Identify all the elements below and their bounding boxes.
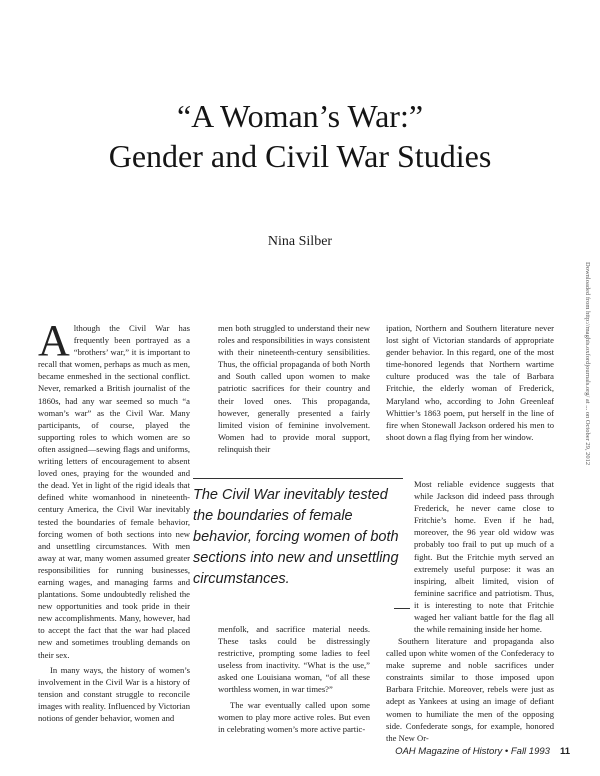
col2-paragraph-top: men both struggled to understand their new roles and responsibilities in ways consistent with their nineteenth-century sensibilities. Thus, the official propaganda of both North and South called upon women to make patriotic sacrifices for their country and their loved ones. This propaganda, however, generally presented a fairly limited vision of feminine involvement. Women had to provide moral support, relinquish their — [218, 323, 370, 454]
column-1 — [38, 316, 190, 727]
column-2-top — [218, 322, 370, 458]
col3-paragraph-2: Southern literature and propaganda also called upon white women of the Confederacy to make supreme and noble sacrifices under constraints similar to those imposed upon Barbara Fritchie. Moreover, rebels were just as adept as Yankees at using an image of defiant women to humiliate the men of the opposing side. Confederate songs, for example, honored the New Or- — [386, 636, 554, 743]
footer-magazine: OAH Magazine of History • Fall 1993 — [395, 746, 550, 757]
col1-paragraph-1 — [38, 316, 190, 661]
column-3-top — [386, 322, 554, 446]
title-line-1: “A Woman’s War:” — [176, 98, 424, 134]
col2-paragraph-bottom-1: menfolk, and sacrifice material needs. These tasks could be distressingly restrictive, prompting some ladies to feel useless from inactivity. “What is the use,” asked one Louisiana woman, “of all these worthless women, in war times?” — [218, 624, 370, 695]
col1-paragraph-2: In many ways, the history of women’s involvement in the Civil War is a history of tension and constant struggle to reconcile images with reality. Influenced by Victorian notions of gender behavior, women and — [38, 664, 190, 723]
drop-cap: A — [38, 316, 70, 365]
page-footer — [370, 746, 570, 757]
author-byline: Nina Silber — [267, 234, 333, 249]
article-title — [0, 96, 600, 176]
pull-quote-rule — [394, 608, 410, 609]
footer-page-number: 11 — [559, 746, 570, 757]
column-3-bottom — [386, 635, 554, 747]
pull-quote: The Civil War inevitably tested the boundaries of female behavior, forcing women of both sections into new and unsettling circumstances. — [193, 478, 403, 590]
download-watermark: Downloaded from http://maghis.oxfordjournals.org/ at ... on October 29, 2012 — [584, 262, 591, 466]
column-3-middle — [414, 478, 554, 638]
col1-p1-lead: lthough the Civil War has frequently been portrayed as a “brothers’ war,” it is important to recall that women, perhaps as much as men, became enmeshed in the sectional conflict. Never, remarked a British journalist of the 1860s, had any war seemed so much “a woman’s war” as the Civil War. Many participants, of course, played the supporting roles to which women are so often assigned—sewing flags and uniforms, writing letters of encouragement to absent loved ones, praying for the wounded and the dead. — [38, 323, 190, 491]
title-line-2: Gender and Civil War Studies — [108, 138, 492, 174]
col1-p1-rest: Yet in light of the rigid ideals that defined white womanhood in nineteenth-century America, the Civil War inevitably tested the boundaries of female behavior, forcing women of both sections into new and unsettling circumstances. With men away at war, many women assumed greater responsibilities for running businesses, earning wages, and managing farms and plantations. Some undoubtedly relished the new opportunities and took pride in their new accomplishments. Many, however, had to accept the fact that the war had placed new and sometimes troubling demands on their sex. — [38, 480, 190, 660]
column-2-bottom — [218, 623, 370, 738]
col2-paragraph-bottom-2: The war eventually called upon some women to play more active roles. But even in celebrating women’s more active partic- — [218, 699, 370, 734]
col3-paragraph-1b: Most reliable evidence suggests that while Jackson did indeed pass through Frederick, he never came close to Fritchie’s home. Even if he had, moreover, the 96 year old widow was probably too frail to put up much of a fight. But the Fritchie myth served an extremely useful purpose: it was an inspiring, albeit limited, vision of feminine sacrifice and patriotism. Thus, it is interesting to note that Fritchie waged her valiant battle for the flag all the while remaining inside her home. — [414, 479, 554, 635]
col3-paragraph-1: ipation, Northern and Southern literature never lost sight of Victorian standards of appropriate gender behavior. In this regard, one of the most time-honored legends that Northern wartime culture produced was the tale of Barbara Fritchie, the elderly woman of Frederick, Maryland who, according to John Greenleaf Whittier’s 1863 poem, put herself in the line of fire when Stonewall Jackson ordered his men to shoot down a flag flying from her window. — [386, 323, 554, 442]
